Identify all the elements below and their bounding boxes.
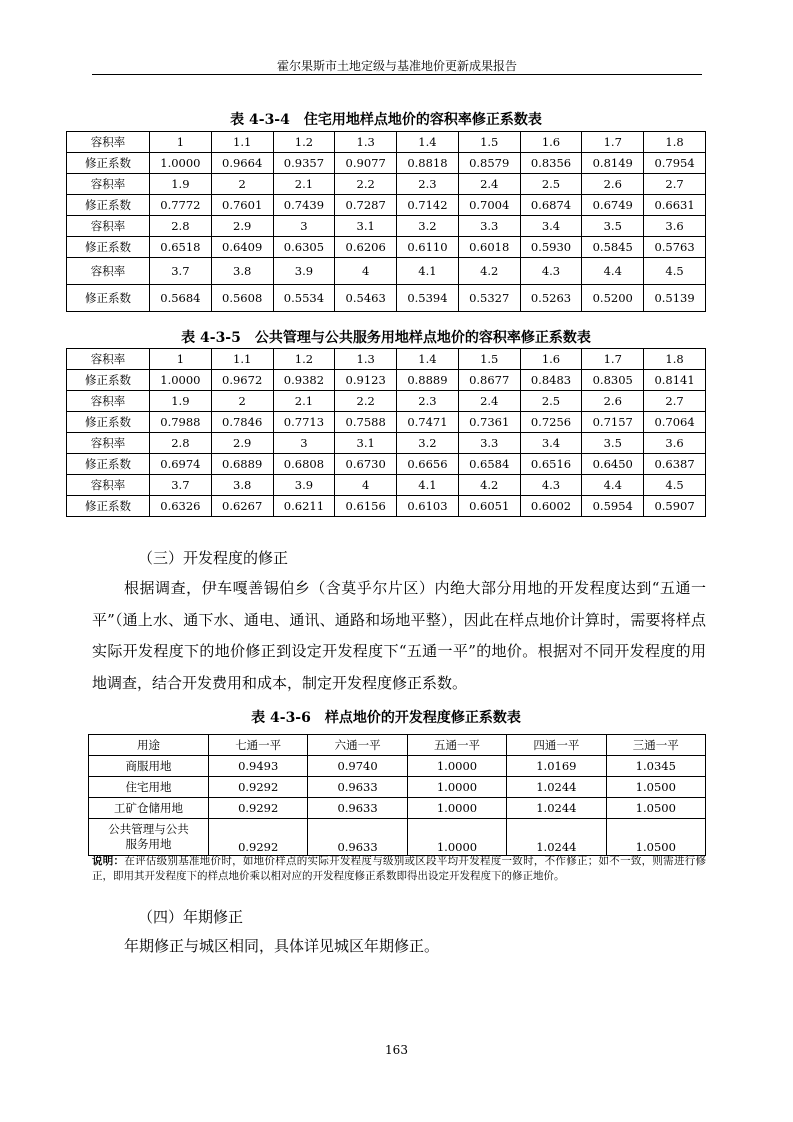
row-label-cell: 容积率 xyxy=(67,258,150,285)
section4-paragraph: 年期修正与城区相同，具体详见城区年期修正。 xyxy=(124,937,440,955)
table3-development-coefficients xyxy=(88,734,706,856)
value-cell: 0.5534 xyxy=(273,285,335,312)
value-cell: 0.5263 xyxy=(520,285,582,312)
table-row xyxy=(67,370,706,391)
value-cell: 0.7287 xyxy=(335,195,397,216)
value-cell: 3.3 xyxy=(458,216,520,237)
table-row xyxy=(89,819,706,856)
table3-header-cell: 三通一平 xyxy=(606,735,705,756)
value-cell: 0.5763 xyxy=(644,237,706,258)
value-cell: 0.9493 xyxy=(209,756,308,777)
value-cell: 0.7846 xyxy=(211,412,273,433)
value-cell: 0.6889 xyxy=(211,454,273,475)
value-cell: 0.7601 xyxy=(211,195,273,216)
value-cell: 0.6974 xyxy=(150,454,212,475)
page-number: 163 xyxy=(385,1043,408,1057)
value-cell: 0.9077 xyxy=(335,153,397,174)
value-cell: 1.0244 xyxy=(507,819,606,856)
value-cell: 1.0000 xyxy=(407,756,506,777)
value-cell: 1.4 xyxy=(397,132,459,153)
value-cell: 3.8 xyxy=(211,258,273,285)
value-cell: 1.6 xyxy=(520,132,582,153)
value-cell: 1.6 xyxy=(520,349,582,370)
value-cell: 2.8 xyxy=(150,433,212,454)
value-cell: 1.2 xyxy=(273,349,335,370)
value-cell: 1.0500 xyxy=(606,798,705,819)
value-cell: 4.5 xyxy=(644,475,706,496)
table3-header-cell: 五通一平 xyxy=(407,735,506,756)
value-cell: 0.9740 xyxy=(308,756,407,777)
value-cell: 2.7 xyxy=(644,174,706,195)
table-row xyxy=(67,258,706,285)
section3-paragraph: 根据调查，伊车嘎善锡伯乡（含莫乎尔片区）内绝大部分用地的开发程度达到“五通一平”（通上水、通下水、通电、通讯、通路和场地平整），因此在样点地价计算时，需要将样点实际开发程度下的地价修正到设定开发程度下“五通一平”的地价。根据对不同开发程度的用地调查，结合开发费用和成本，制定开发程度修正系数。 xyxy=(92,579,706,692)
value-cell: 4.1 xyxy=(397,258,459,285)
value-cell: 2.3 xyxy=(397,174,459,195)
value-cell: 1.8 xyxy=(644,132,706,153)
value-cell: 0.7471 xyxy=(397,412,459,433)
value-cell: 1.9 xyxy=(150,391,212,412)
table-row xyxy=(67,132,706,153)
value-cell: 0.6211 xyxy=(273,496,335,517)
table2-caption: 表 4-3-5 公共管理与公共服务用地样点地价的容积率修正系数表 xyxy=(181,330,591,346)
row-label-cell: 修正系数 xyxy=(67,370,150,391)
row-label-cell: 容积率 xyxy=(67,475,150,496)
value-cell: 0.5954 xyxy=(582,496,644,517)
value-cell: 1.2 xyxy=(273,132,335,153)
running-header: 霍尔果斯市土地定级与基准地价更新成果报告 xyxy=(276,59,517,73)
value-cell: 0.9633 xyxy=(308,819,407,856)
value-cell: 3.4 xyxy=(520,433,582,454)
row-label-cell: 修正系数 xyxy=(67,237,150,258)
value-cell: 0.7064 xyxy=(644,412,706,433)
value-cell: 4.3 xyxy=(520,258,582,285)
value-cell: 1.4 xyxy=(397,349,459,370)
table-row xyxy=(67,285,706,312)
value-cell: 0.6206 xyxy=(335,237,397,258)
value-cell: 0.5200 xyxy=(582,285,644,312)
value-cell: 0.7157 xyxy=(582,412,644,433)
value-cell: 2.9 xyxy=(211,433,273,454)
value-cell: 3 xyxy=(273,216,335,237)
value-cell: 0.6516 xyxy=(520,454,582,475)
value-cell: 0.8305 xyxy=(582,370,644,391)
note-label: 说明： xyxy=(92,855,125,867)
row-label-cell: 容积率 xyxy=(67,132,150,153)
value-cell: 1.7 xyxy=(582,132,644,153)
table3-note xyxy=(92,854,706,884)
table-row xyxy=(89,798,706,819)
row-label-cell: 容积率 xyxy=(67,216,150,237)
value-cell: 0.9123 xyxy=(335,370,397,391)
table-row xyxy=(67,195,706,216)
value-cell: 3.5 xyxy=(582,433,644,454)
value-cell: 0.7142 xyxy=(397,195,459,216)
row-label-cell: 容积率 xyxy=(67,349,150,370)
value-cell: 0.8356 xyxy=(520,153,582,174)
table-row xyxy=(67,216,706,237)
table-row xyxy=(67,496,706,517)
value-cell: 0.6656 xyxy=(397,454,459,475)
value-cell: 0.6387 xyxy=(644,454,706,475)
row-label-cell: 修正系数 xyxy=(67,496,150,517)
value-cell: 0.5684 xyxy=(150,285,212,312)
value-cell: 0.9292 xyxy=(209,777,308,798)
table3-header-cell: 七通一平 xyxy=(209,735,308,756)
value-cell: 0.6749 xyxy=(582,195,644,216)
table3-header-cell: 六通一平 xyxy=(308,735,407,756)
value-cell: 4 xyxy=(335,475,397,496)
value-cell: 1.0000 xyxy=(407,798,506,819)
value-cell: 0.8818 xyxy=(397,153,459,174)
value-cell: 0.7988 xyxy=(150,412,212,433)
value-cell: 3.7 xyxy=(150,258,212,285)
value-cell: 3.1 xyxy=(335,216,397,237)
value-cell: 0.6103 xyxy=(397,496,459,517)
value-cell: 2.7 xyxy=(644,391,706,412)
value-cell: 1.0500 xyxy=(606,777,705,798)
table3-header-row xyxy=(89,735,706,756)
row-label-cell: 工矿仓储用地 xyxy=(89,798,209,819)
value-cell: 0.6584 xyxy=(458,454,520,475)
table-row xyxy=(67,412,706,433)
value-cell: 3 xyxy=(273,433,335,454)
value-cell: 1.0000 xyxy=(407,819,506,856)
table3-caption: 表 4-3-6 样点地价的开发程度修正系数表 xyxy=(251,710,521,726)
row-label-cell: 容积率 xyxy=(67,391,150,412)
row-label-line: 服务用地 xyxy=(125,837,172,851)
value-cell: 0.6631 xyxy=(644,195,706,216)
table1-far-coefficients xyxy=(66,131,706,312)
value-cell: 3.2 xyxy=(397,216,459,237)
value-cell: 1.9 xyxy=(150,174,212,195)
value-cell: 0.9633 xyxy=(308,798,407,819)
value-cell: 4.4 xyxy=(582,475,644,496)
table-row xyxy=(89,777,706,798)
table2-far-coefficients xyxy=(66,348,706,517)
row-label-cell: 修正系数 xyxy=(67,153,150,174)
row-label-cell: 容积率 xyxy=(67,174,150,195)
value-cell: 1.5 xyxy=(458,132,520,153)
row-label-cell: 修正系数 xyxy=(67,195,150,216)
value-cell: 2.8 xyxy=(150,216,212,237)
value-cell: 2.2 xyxy=(335,174,397,195)
value-cell: 0.7439 xyxy=(273,195,335,216)
table-row xyxy=(89,756,706,777)
value-cell: 0.8677 xyxy=(458,370,520,391)
value-cell: 0.7772 xyxy=(150,195,212,216)
value-cell: 0.6326 xyxy=(150,496,212,517)
value-cell: 0.9292 xyxy=(209,819,308,856)
value-cell: 4.3 xyxy=(520,475,582,496)
table3-header-cell: 四通一平 xyxy=(507,735,606,756)
header-rule xyxy=(92,74,702,75)
value-cell: 0.5463 xyxy=(335,285,397,312)
value-cell: 0.5930 xyxy=(520,237,582,258)
table1-caption: 表 4-3-4 住宅用地样点地价的容积率修正系数表 xyxy=(230,112,542,128)
value-cell: 0.8889 xyxy=(397,370,459,391)
value-cell: 3.9 xyxy=(273,475,335,496)
value-cell: 0.6808 xyxy=(273,454,335,475)
value-cell: 1.1 xyxy=(211,349,273,370)
value-cell: 2.1 xyxy=(273,391,335,412)
value-cell: 4.2 xyxy=(458,258,520,285)
value-cell: 0.6409 xyxy=(211,237,273,258)
value-cell: 0.5327 xyxy=(458,285,520,312)
row-label-line: 公共管理与公共 xyxy=(108,822,189,836)
value-cell: 1 xyxy=(150,132,212,153)
value-cell: 1.0244 xyxy=(507,798,606,819)
value-cell: 0.9633 xyxy=(308,777,407,798)
value-cell: 2.5 xyxy=(520,391,582,412)
value-cell: 1.0345 xyxy=(606,756,705,777)
value-cell: 0.6518 xyxy=(150,237,212,258)
value-cell: 0.5608 xyxy=(211,285,273,312)
table3-header-cell: 用途 xyxy=(89,735,209,756)
value-cell: 0.6874 xyxy=(520,195,582,216)
value-cell: 1.0000 xyxy=(150,370,212,391)
value-cell: 2.4 xyxy=(458,174,520,195)
value-cell: 0.9664 xyxy=(211,153,273,174)
value-cell: 3.6 xyxy=(644,216,706,237)
value-cell: 3.7 xyxy=(150,475,212,496)
value-cell: 0.6267 xyxy=(211,496,273,517)
value-cell: 0.6156 xyxy=(335,496,397,517)
table-row xyxy=(67,237,706,258)
table-row xyxy=(67,174,706,195)
table-row xyxy=(67,349,706,370)
value-cell: 3.4 xyxy=(520,216,582,237)
table-row xyxy=(67,475,706,496)
value-cell: 1.0169 xyxy=(507,756,606,777)
value-cell: 4.4 xyxy=(582,258,644,285)
row-label-cell: 容积率 xyxy=(67,433,150,454)
row-label-cell: 住宅用地 xyxy=(89,777,209,798)
value-cell: 0.9357 xyxy=(273,153,335,174)
value-cell: 1.1 xyxy=(211,132,273,153)
value-cell: 3.6 xyxy=(644,433,706,454)
value-cell: 0.5394 xyxy=(397,285,459,312)
value-cell: 1.3 xyxy=(335,132,397,153)
value-cell: 0.8579 xyxy=(458,153,520,174)
value-cell: 0.7713 xyxy=(273,412,335,433)
value-cell: 2 xyxy=(211,391,273,412)
value-cell: 2.3 xyxy=(397,391,459,412)
value-cell: 3.8 xyxy=(211,475,273,496)
value-cell: 2 xyxy=(211,174,273,195)
row-label-cell: 修正系数 xyxy=(67,285,150,312)
value-cell: 1.7 xyxy=(582,349,644,370)
table-row xyxy=(67,153,706,174)
row-label-cell: 修正系数 xyxy=(67,454,150,475)
value-cell: 0.8149 xyxy=(582,153,644,174)
value-cell: 4.1 xyxy=(397,475,459,496)
value-cell: 4 xyxy=(335,258,397,285)
value-cell: 0.5907 xyxy=(644,496,706,517)
row-label-cell: 商服用地 xyxy=(89,756,209,777)
row-label-cell xyxy=(89,819,209,856)
value-cell: 0.6110 xyxy=(397,237,459,258)
value-cell: 1.8 xyxy=(644,349,706,370)
value-cell: 2.5 xyxy=(520,174,582,195)
row-label-cell: 修正系数 xyxy=(67,412,150,433)
value-cell: 3.2 xyxy=(397,433,459,454)
value-cell: 4.2 xyxy=(458,475,520,496)
value-cell: 3.1 xyxy=(335,433,397,454)
value-cell: 2.1 xyxy=(273,174,335,195)
value-cell: 1.0244 xyxy=(507,777,606,798)
value-cell: 0.5139 xyxy=(644,285,706,312)
value-cell: 1.5 xyxy=(458,349,520,370)
value-cell: 0.7004 xyxy=(458,195,520,216)
value-cell: 1.0000 xyxy=(407,777,506,798)
value-cell: 1.3 xyxy=(335,349,397,370)
value-cell: 3.9 xyxy=(273,258,335,285)
value-cell: 2.6 xyxy=(582,174,644,195)
value-cell: 0.7954 xyxy=(644,153,706,174)
value-cell: 0.8483 xyxy=(520,370,582,391)
section3-heading: （三）开发程度的修正 xyxy=(138,549,289,567)
value-cell: 0.8141 xyxy=(644,370,706,391)
table-row xyxy=(67,433,706,454)
value-cell: 3.5 xyxy=(582,216,644,237)
value-cell: 0.9672 xyxy=(211,370,273,391)
value-cell: 0.9382 xyxy=(273,370,335,391)
value-cell: 0.9292 xyxy=(209,798,308,819)
value-cell: 0.6002 xyxy=(520,496,582,517)
value-cell: 2.2 xyxy=(335,391,397,412)
value-cell: 3.3 xyxy=(458,433,520,454)
value-cell: 4.5 xyxy=(644,258,706,285)
value-cell: 2.6 xyxy=(582,391,644,412)
value-cell: 0.6018 xyxy=(458,237,520,258)
value-cell: 0.6051 xyxy=(458,496,520,517)
value-cell: 0.6450 xyxy=(582,454,644,475)
value-cell: 0.5845 xyxy=(582,237,644,258)
value-cell: 2.4 xyxy=(458,391,520,412)
value-cell: 1 xyxy=(150,349,212,370)
section4-heading: （四）年期修正 xyxy=(138,908,244,926)
value-cell: 0.6730 xyxy=(335,454,397,475)
table-row xyxy=(67,391,706,412)
value-cell: 0.7256 xyxy=(520,412,582,433)
note-text: 在评估级别基准地价时，如地价样点的实际开发程度与级别或区段平均开发程度一致时，不作修正；如不一致，则需进行修正，即用其开发程度下的样点地价乘以相对应的开发程度修正系数即得出设定开发程度下的修正地价。 xyxy=(92,855,707,882)
value-cell: 2.9 xyxy=(211,216,273,237)
value-cell: 0.7588 xyxy=(335,412,397,433)
value-cell: 0.7361 xyxy=(458,412,520,433)
value-cell: 1.0500 xyxy=(606,819,705,856)
value-cell: 0.6305 xyxy=(273,237,335,258)
value-cell: 1.0000 xyxy=(150,153,212,174)
table-row xyxy=(67,454,706,475)
